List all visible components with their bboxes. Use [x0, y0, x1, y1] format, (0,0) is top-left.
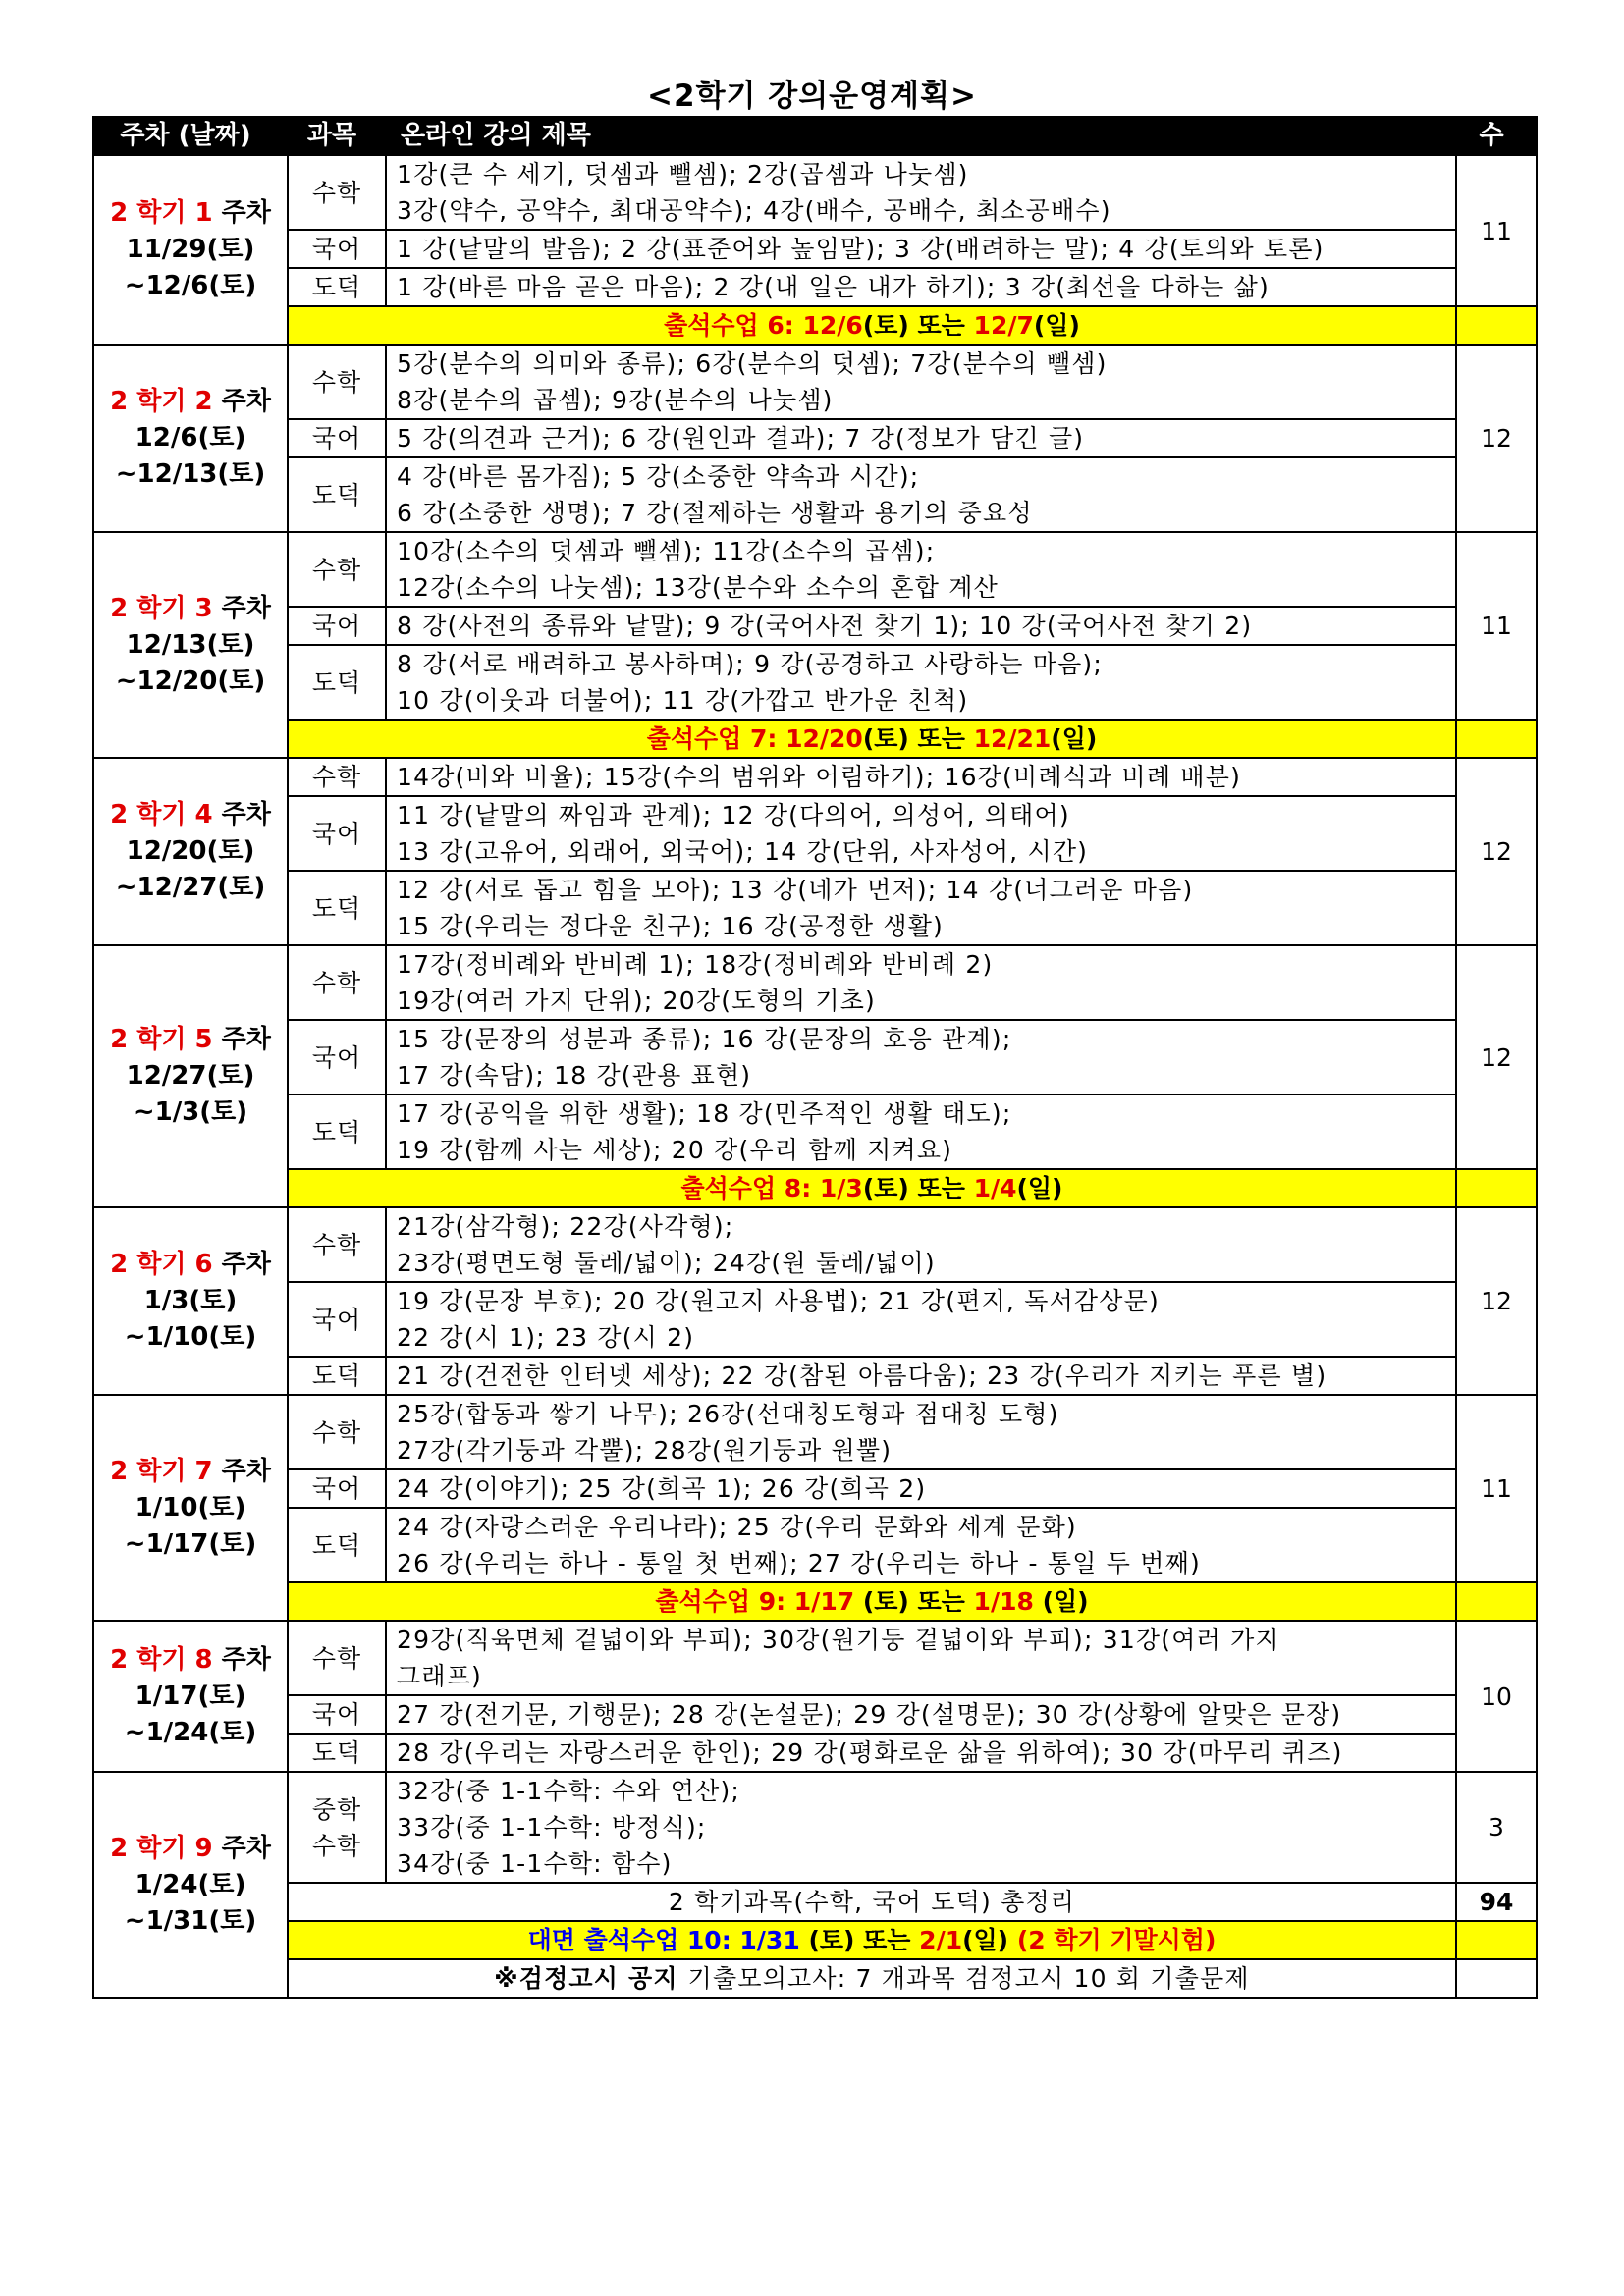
- lecture-line: 28 강(우리는 자랑스러운 한인); 29 강(평화로운 삶을 위하여); 30 강(마무리 퀴즈): [397, 1738, 1343, 1767]
- week-date-from: 12/27(토): [126, 1061, 255, 1091]
- header-subject: 과목: [288, 117, 386, 155]
- lecture-line: 그래프): [397, 1662, 483, 1690]
- attendance-or: 또는: [908, 724, 974, 753]
- attendance-count-empty: [1456, 1582, 1537, 1621]
- header-row: [93, 117, 1537, 155]
- subject-row: [93, 1621, 1537, 1695]
- subject-cell: 도덕: [288, 1095, 386, 1169]
- attendance-day1: (토): [862, 724, 909, 753]
- lecture-cell: [386, 1695, 1456, 1734]
- lecture-line: 21강(삼각형); 22강(사각형);: [397, 1212, 734, 1241]
- subject-row: [93, 1095, 1537, 1169]
- subject-row: [93, 1508, 1537, 1582]
- attendance-prefix: 출석수업 6: 12/6: [664, 311, 863, 340]
- lecture-line: 8 강(서로 배려하고 봉사하며); 9 강(공경하고 사랑하는 마음);: [397, 650, 1104, 678]
- final-exam-row: [93, 1921, 1537, 1959]
- week-label-post: 주차: [212, 198, 271, 228]
- week-label-pre: 2 학기: [110, 387, 195, 416]
- attendance-day2: (일): [1016, 1174, 1063, 1202]
- notice-mark: ※검정고시 공지: [494, 1964, 688, 1993]
- week-label-post: 주차: [212, 1644, 271, 1675]
- week-date-to: ~12/27(토): [115, 873, 266, 902]
- final-count-empty: [1456, 1921, 1537, 1959]
- lecture-cell: [386, 796, 1456, 871]
- header-count: 수: [1456, 117, 1537, 155]
- lecture-line: 12강(소수의 나눗셈); 13강(분수와 소수의 혼합 계산: [397, 573, 999, 602]
- week-cell: [93, 1395, 288, 1621]
- lecture-line: 29강(직육면체 겉넓이와 부피); 30강(원기둥 겉넓이와 부피); 31강(여러 가지: [397, 1626, 1280, 1654]
- lecture-cell: [386, 268, 1456, 306]
- lecture-line: 19 강(함께 사는 세상); 20 강(우리 함께 지켜요): [397, 1136, 953, 1164]
- subject-row: [93, 268, 1537, 306]
- attendance-date2: 1/4: [973, 1174, 1017, 1202]
- lecture-line: 27 강(전기문, 기행문); 28 강(논설문); 29 강(설명문); 30 강(상황에 알맞은 문장): [397, 1700, 1342, 1729]
- subject-row: [93, 871, 1537, 945]
- total-count: 94: [1456, 1883, 1537, 1921]
- week-label-num: 3: [194, 593, 213, 623]
- week-cell: [93, 1621, 288, 1772]
- week-date-from: 1/24(토): [135, 1869, 246, 1899]
- subject-cell: [288, 1772, 386, 1883]
- lecture-line: 10강(소수의 덧셈과 뺄셈); 11강(소수의 곱셈);: [397, 537, 936, 565]
- week-label-num: 6: [194, 1250, 213, 1279]
- subject-cell: 수학: [288, 1207, 386, 1282]
- lecture-line: 32강(중 1-1수학: 수와 연산);: [397, 1777, 741, 1805]
- subject-cell: 도덕: [288, 1508, 386, 1582]
- lecture-line: 15 강(문장의 성분과 종류); 16 강(문장의 호응 관계);: [397, 1025, 1012, 1053]
- lecture-line: 17 강(속담); 18 강(관용 표현): [397, 1061, 752, 1090]
- lecture-line: 1강(큰 수 세기, 덧셈과 뺄셈); 2강(곱셈과 나눗셈): [397, 160, 969, 188]
- plan-body: [93, 155, 1537, 1998]
- notice-row: [93, 1959, 1537, 1998]
- week-label-pre: 2 학기: [110, 593, 195, 623]
- week-label-post: 주차: [212, 387, 271, 416]
- week-label: [104, 1247, 277, 1283]
- subject-cell: 수학: [288, 532, 386, 607]
- lecture-line: 15 강(우리는 정다운 친구); 16 강(공정한 생활): [397, 912, 944, 940]
- subject-cell: 수학: [288, 945, 386, 1020]
- subject-cell: 수학: [288, 345, 386, 419]
- attendance-band: [288, 720, 1456, 758]
- week-date-from: 11/29(토): [126, 235, 255, 264]
- week-label-post: 주차: [212, 1250, 271, 1279]
- attendance-or: 또는: [908, 311, 974, 340]
- week-label-pre: 2 학기: [110, 1025, 195, 1054]
- week-date-from: 12/13(토): [126, 629, 255, 660]
- subject-cell: 국어: [288, 419, 386, 457]
- lecture-cell: [386, 230, 1456, 268]
- week-label: [104, 1831, 277, 1867]
- notice-count-empty: [1456, 1959, 1537, 1998]
- subject-row: [93, 1020, 1537, 1095]
- week-label-post: 주차: [212, 1833, 271, 1863]
- attendance-row: [93, 1169, 1537, 1207]
- lecture-line: 17강(정비례와 반비례 1); 18강(정비례와 반비례 2): [397, 950, 994, 979]
- lecture-cell: [386, 645, 1456, 720]
- week-label-num: 4: [194, 800, 213, 829]
- final-part: 대면 출석수업 10: 1/31: [527, 1926, 809, 1954]
- subject-cell: 국어: [288, 607, 386, 645]
- week-label: [104, 1642, 277, 1679]
- week-cell: [93, 345, 288, 532]
- week-cell: [93, 1772, 288, 1998]
- attendance-band: [288, 1169, 1456, 1207]
- lecture-line: 26 강(우리는 하나 - 통일 첫 번째); 27 강(우리는 하나 - 통일 두 번째): [397, 1549, 1201, 1577]
- subject-cell: 수학: [288, 1395, 386, 1469]
- lecture-cell: [386, 1095, 1456, 1169]
- attendance-band: [288, 1582, 1456, 1621]
- subject-row: [93, 230, 1537, 268]
- lecture-line: 8 강(사전의 종류와 낱말); 9 강(국어사전 찾기 1); 10 강(국어사전 찾기 2): [397, 612, 1253, 640]
- summary-cell: 2 학기과목(수학, 국어 도덕) 총정리: [288, 1883, 1456, 1921]
- subject-cell: 국어: [288, 1282, 386, 1357]
- week-cell: [93, 945, 288, 1207]
- lecture-cell: [386, 1508, 1456, 1582]
- subject-cell: 국어: [288, 1695, 386, 1734]
- subject-cell: 도덕: [288, 268, 386, 306]
- attendance-count-empty: [1456, 306, 1537, 345]
- subject-cell: 수학: [288, 758, 386, 796]
- lecture-line: 13 강(고유어, 외래어, 외국어); 14 강(단위, 사자성어, 시간): [397, 837, 1089, 866]
- notice-cell: [288, 1959, 1456, 1998]
- lecture-cell: [386, 871, 1456, 945]
- notice-text: 기출모의고사: 7 개과목 검정고시 10 회 기출문제: [687, 1964, 1250, 1993]
- count-cell: 11: [1456, 1395, 1537, 1582]
- final-part: (2 학기 기말시험): [1016, 1926, 1217, 1954]
- lecture-cell: [386, 1621, 1456, 1695]
- lecture-line: 1 강(바른 마음 곧은 마음); 2 강(내 일은 내가 하기); 3 강(최선을 다하는 삶): [397, 273, 1270, 301]
- week-label-pre: 2 학기: [110, 1456, 195, 1486]
- lecture-line: 23강(평면도형 둘레/넓이); 24강(원 둘레/넓이): [397, 1249, 936, 1277]
- attendance-day2: (일): [1051, 724, 1098, 753]
- week-cell: [93, 532, 288, 758]
- subject-row: [93, 1282, 1537, 1357]
- lecture-line: 19강(여러 가지 단위); 20강(도형의 기초): [397, 987, 876, 1015]
- attendance-day1: (토): [862, 1587, 909, 1616]
- count-cell: 12: [1456, 758, 1537, 945]
- week-date-to: ~12/6(토): [124, 271, 257, 300]
- lecture-line: 11 강(낱말의 짜임과 관계); 12 강(다의어, 의성어, 의태어): [397, 801, 1070, 829]
- subject-row: [93, 1357, 1537, 1395]
- lecture-line: 6 강(소중한 생명); 7 강(절제하는 생활과 용기의 중요성: [397, 499, 1033, 527]
- week-date-from: 12/6(토): [135, 423, 246, 453]
- lecture-line: 8강(분수의 곱셈); 9강(분수의 나눗셈): [397, 386, 834, 414]
- subject-row: [93, 1395, 1537, 1469]
- attendance-date2: 1/18: [973, 1587, 1043, 1616]
- attendance-count-empty: [1456, 1169, 1537, 1207]
- subject-row: [93, 345, 1537, 419]
- subject-line: 수학: [311, 1831, 362, 1860]
- week-label: [104, 384, 277, 420]
- attendance-day1: (토): [862, 1174, 909, 1202]
- lecture-cell: [386, 758, 1456, 796]
- lecture-cell: [386, 419, 1456, 457]
- subject-row: [93, 532, 1537, 607]
- subject-cell: 도덕: [288, 457, 386, 532]
- week-date-from: 1/3(토): [143, 1286, 238, 1315]
- lecture-cell: [386, 1020, 1456, 1095]
- lecture-cell: [386, 945, 1456, 1020]
- final-part: (일): [962, 1926, 1017, 1954]
- attendance-or: 또는: [908, 1174, 974, 1202]
- attendance-day1: (토): [862, 311, 909, 340]
- lecture-line: 25강(합동과 쌓기 나무); 26강(선대칭도형과 점대칭 도형): [397, 1400, 1059, 1428]
- subject-row: [93, 155, 1537, 230]
- week-label-num: 1: [194, 198, 213, 228]
- subject-cell: 국어: [288, 1020, 386, 1095]
- subject-line: 중학: [311, 1794, 362, 1824]
- final-part: 2/1: [919, 1926, 963, 1954]
- week-label-pre: 2 학기: [110, 1644, 195, 1675]
- week-label-post: 주차: [212, 800, 271, 829]
- lecture-line: 1 강(낱말의 발음); 2 강(표준어와 높임말); 3 강(배려하는 말); 4 강(토의와 토론): [397, 235, 1325, 263]
- subject-cell: 수학: [288, 155, 386, 230]
- week-label-post: 주차: [212, 1025, 271, 1054]
- attendance-date2: 12/7: [973, 311, 1034, 340]
- week-cell: [93, 758, 288, 945]
- subject-cell: 도덕: [288, 645, 386, 720]
- week-label-num: 8: [194, 1644, 213, 1675]
- subject-cell: 도덕: [288, 871, 386, 945]
- week-label-num: 2: [194, 387, 213, 416]
- lecture-line: 10 강(이웃과 더불어); 11 강(가깝고 반가운 친척): [397, 686, 969, 715]
- attendance-date2: 12/21: [973, 724, 1052, 753]
- lecture-line: 24 강(자랑스러운 우리나라); 25 강(우리 문화와 세계 문화): [397, 1513, 1077, 1541]
- lecture-line: 21 강(건전한 인터넷 세상); 22 강(참된 아름다움); 23 강(우리가 지키는 푸른 별): [397, 1362, 1327, 1390]
- final-exam-band: [288, 1921, 1456, 1959]
- lecture-cell: [386, 1469, 1456, 1508]
- week-date-to: ~1/10(토): [124, 1322, 257, 1352]
- attendance-row: [93, 306, 1537, 345]
- week-date-from: 1/17(토): [135, 1681, 246, 1711]
- lecture-line: 12 강(서로 돕고 힘을 모아); 13 강(네가 먼저); 14 강(너그러운 마음): [397, 876, 1194, 904]
- page-title: <2학기 강의운영계획>: [647, 79, 977, 114]
- subject-cell: 국어: [288, 796, 386, 871]
- subject-row: [93, 607, 1537, 645]
- week-label: [104, 1454, 277, 1490]
- week-date-to: ~1/31(토): [124, 1905, 257, 1936]
- week-label: [104, 195, 277, 232]
- lecture-cell: [386, 1395, 1456, 1469]
- count-cell: 12: [1456, 945, 1537, 1169]
- week-label-num: 9: [194, 1833, 213, 1863]
- subject-row: [93, 1469, 1537, 1508]
- subject-row: [93, 796, 1537, 871]
- lecture-line: 5강(분수의 의미와 종류); 6강(분수의 덧셈); 7강(분수의 뺄셈): [397, 349, 1108, 378]
- summary-row: [93, 1883, 1537, 1921]
- lecture-cell: [386, 1772, 1456, 1883]
- subject-row: [93, 758, 1537, 796]
- attendance-day2: (일): [1042, 1587, 1089, 1616]
- attendance-prefix: 출석수업 7: 12/20: [646, 724, 863, 753]
- subject-cell: 국어: [288, 1469, 386, 1508]
- lecture-cell: [386, 457, 1456, 532]
- week-label-post: 주차: [212, 593, 271, 623]
- subject-cell: 도덕: [288, 1357, 386, 1395]
- lecture-cell: [386, 1282, 1456, 1357]
- lecture-line: 24 강(이야기); 25 강(희곡 1); 26 강(희곡 2): [397, 1474, 927, 1503]
- attendance-row: [93, 720, 1537, 758]
- attendance-day2: (일): [1033, 311, 1080, 340]
- week-label-pre: 2 학기: [110, 800, 195, 829]
- lecture-line: 22 강(시 1); 23 강(시 2): [397, 1323, 695, 1352]
- subject-row: [93, 1734, 1537, 1772]
- subject-row: [93, 645, 1537, 720]
- lecture-plan-table: [92, 116, 1538, 1999]
- final-part: (토): [808, 1926, 855, 1954]
- week-date-from: 1/10(토): [135, 1492, 246, 1522]
- lecture-line: 4 강(바른 몸가짐); 5 강(소중한 약속과 시간);: [397, 462, 920, 491]
- subject-row: [93, 419, 1537, 457]
- lecture-line: 17 강(공익을 위한 생활); 18 강(민주적인 생활 태도);: [397, 1099, 1012, 1128]
- week-date-from: 12/20(토): [126, 836, 255, 866]
- lecture-cell: [386, 1207, 1456, 1282]
- lecture-line: 14강(비와 비율); 15강(수의 범위와 어림하기); 16강(비례식과 비례 배분): [397, 763, 1242, 791]
- week-cell: [93, 155, 288, 345]
- lecture-cell: [386, 607, 1456, 645]
- count-cell: 11: [1456, 532, 1537, 720]
- lecture-cell: [386, 1357, 1456, 1395]
- week-cell: [93, 1207, 288, 1395]
- lecture-cell: [386, 1734, 1456, 1772]
- week-label-pre: 2 학기: [110, 1250, 195, 1279]
- week-label-num: 5: [194, 1025, 213, 1054]
- attendance-count-empty: [1456, 720, 1537, 758]
- lecture-line: 33강(중 1-1수학: 방정식);: [397, 1813, 707, 1842]
- lecture-line: 19 강(문장 부호); 20 강(원고지 사용법); 21 강(편지, 독서감상문): [397, 1287, 1160, 1315]
- week-label-num: 7: [194, 1456, 213, 1486]
- lecture-cell: [386, 345, 1456, 419]
- week-label: [104, 1022, 277, 1058]
- attendance-or: 또는: [908, 1587, 974, 1616]
- lecture-cell: [386, 532, 1456, 607]
- subject-row: [93, 945, 1537, 1020]
- count-cell: 10: [1456, 1621, 1537, 1772]
- attendance-prefix: 출석수업 8: 1/3: [680, 1174, 863, 1202]
- subject-cell: 국어: [288, 230, 386, 268]
- week-label-pre: 2 학기: [110, 198, 195, 228]
- count-cell: 3: [1456, 1772, 1537, 1883]
- attendance-band: [288, 306, 1456, 345]
- count-cell: 12: [1456, 1207, 1537, 1395]
- subject-cell: 도덕: [288, 1734, 386, 1772]
- attendance-prefix: 출석수업 9: 1/17: [655, 1587, 863, 1616]
- lecture-cell: [386, 155, 1456, 230]
- week-label: [104, 797, 277, 833]
- week-date-to: ~1/17(토): [124, 1528, 257, 1559]
- subject-cell: 수학: [288, 1621, 386, 1695]
- week-label-post: 주차: [212, 1456, 271, 1486]
- week-label-pre: 2 학기: [110, 1833, 195, 1863]
- final-part: 또는: [854, 1926, 920, 1954]
- lecture-line: 3강(약수, 공약수, 최대공약수); 4강(배수, 공배수, 최소공배수): [397, 196, 1111, 225]
- week-date-to: ~12/13(토): [115, 459, 266, 489]
- week-date-to: ~1/3(토): [133, 1097, 248, 1127]
- lecture-line: 34강(중 1-1수학: 함수): [397, 1849, 673, 1878]
- header-title: 온라인 강의 제목: [386, 117, 1456, 155]
- week-date-to: ~1/24(토): [124, 1717, 257, 1747]
- lecture-line: 27강(각기둥과 각뿔); 28강(원기둥과 원뿔): [397, 1436, 893, 1465]
- lecture-line: 5 강(의견과 근거); 6 강(원인과 결과); 7 강(정보가 담긴 글): [397, 424, 1085, 453]
- subject-row: [93, 1695, 1537, 1734]
- header-week: 주차 (날짜): [93, 117, 288, 155]
- attendance-row: [93, 1582, 1537, 1621]
- week-date-to: ~12/20(토): [115, 666, 266, 696]
- count-cell: 12: [1456, 345, 1537, 532]
- subject-row: [93, 1772, 1537, 1883]
- subject-row: [93, 1207, 1537, 1282]
- count-cell: 11: [1456, 155, 1537, 306]
- week-label: [104, 591, 277, 627]
- subject-row: [93, 457, 1537, 532]
